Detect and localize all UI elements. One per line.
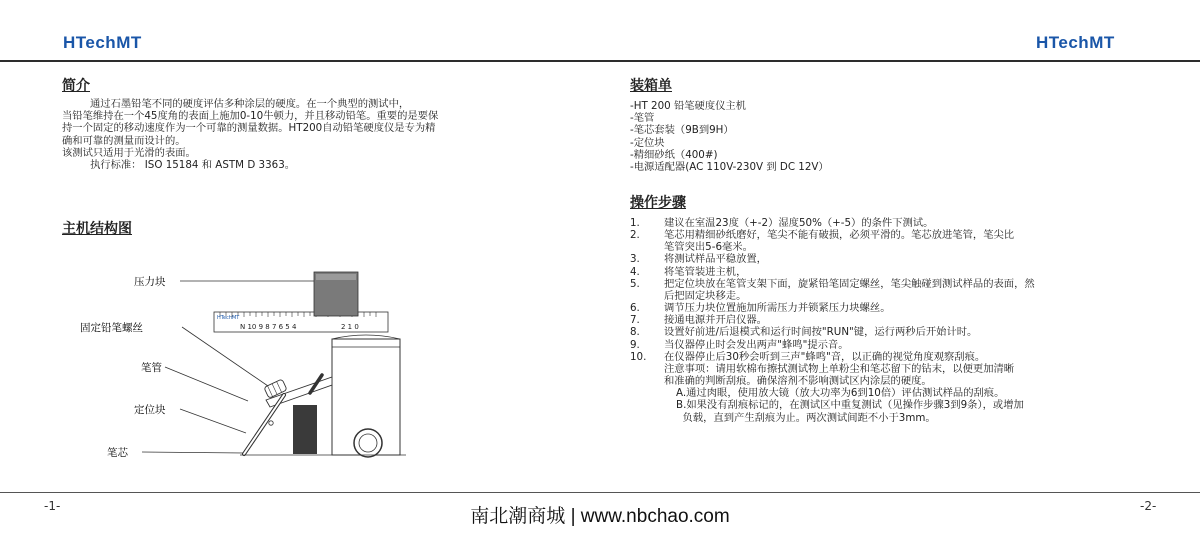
step-text: 设置好前进/后退模式和运行时间按"RUN"键，运行两秒后开始计时。 [664,326,978,339]
step-number: 1. [630,217,640,229]
step-text: 当仪器停止时会发出两声"蜂鸣"提示音。 [664,338,849,351]
packing-heading: 装箱单 [630,78,672,94]
pencil-tube-inner [244,395,284,454]
step-number: 4. [630,265,640,278]
step-item [630,229,1150,241]
intro-line: 持一个固定的移动速度作为一个可靠的测量数据。HT200自动铅笔硬度仪是专为精 [62,122,436,135]
note-b-continued: 负载，直到产生刮痕为止。两次测试间距不小于3mm。 [676,411,936,424]
body-arc [332,335,400,339]
steps-list [630,217,1150,424]
step-text: 在仪器停止后30秒会听到三声"蜂鸣"音，以正确的视觉角度观察刮痕。 [664,350,986,363]
step-text: 把定位块放在笔管支架下面，旋紧铅笔固定螺丝，笔尖触碰到测试样品的表面，然 [664,277,1035,290]
step-item [630,266,1150,278]
note-b: B.如果没有刮痕标记的，在测试区中重复测试（见操作步骤3到9条），或增加 [676,399,1024,412]
packing-item: -精细砂纸（400#) [630,148,718,161]
standard-line: 执行标准： ISO 15184 和 ASTM D 3363。 [90,159,296,172]
packing-item: -笔芯套装（9B到9H） [630,124,734,137]
caution-text: 注意事项：请用软棉布擦拭测试物上单粉尘和笔芯留下的钻末，以便更加清晰 [664,362,1015,375]
step-number: 6. [630,302,640,315]
step-text: 接通电源并开启仪器。 [664,314,767,327]
steps-heading: 操作步骤 [630,195,686,211]
leader-lines [142,281,314,453]
positioning-block [293,405,317,454]
step-number: 10. [630,350,647,363]
step-text-continued: 笔管突出5-6毫米。 [664,241,753,254]
label-positioning-block: 定位块 [134,404,166,416]
step-text: 建议在室温23度（+-2）湿度50%（+-5）的条件下测试。 [664,217,934,229]
step-item [630,339,1150,351]
scale-numbers-tail: 2 1 0 [341,323,359,331]
label-pencil-screw: 固定铅笔螺丝 [80,322,143,334]
step-text-continued: 后把固定块移走。 [664,289,747,302]
step-text: 笔芯用精细砂纸磨好，笔尖不能有破损，必须平滑的。笔芯放进笔管，笔尖比 [664,229,1015,242]
page-number-right: -2- [1140,499,1157,513]
label-pressure-block: 压力块 [134,276,166,288]
packing-item: -笔管 [630,112,655,125]
scale-brand: HTechMT [217,315,240,321]
brand-logo-right: HTechMT [1036,33,1115,52]
step-item [630,326,1150,338]
step-number: 2. [630,229,640,242]
intro-heading: 简介 [62,78,90,94]
step-item [630,314,1150,326]
step-item [630,351,1150,363]
label-pencil-lead: 笔芯 [107,447,128,459]
packing-item: -HT 200 铅笔硬度仪主机 [630,100,747,112]
step-number: 5. [630,277,640,290]
brand-logo-left: HTechMT [63,33,142,52]
step-item [630,278,1150,290]
step-text: 将笔管装进主机， [664,265,747,278]
intro-line: 当铅笔维持在一个45度角的表面上施加0-10牛顿力，并且移动铅笔。重要的是要保 [62,110,439,123]
step-number: 7. [630,314,640,327]
intro-line: 确和可靠的测量而设计的。 [62,134,186,147]
step-number: 8. [630,326,640,339]
caution-text-continued: 和准确的判断刮痕。确保溶剂不影响测试区内涂层的硬度。 [664,375,932,388]
wheel [354,429,382,457]
packing-list [630,100,829,173]
step-item [630,253,1150,265]
footer-divider [0,492,1200,493]
note-a: A.通过肉眼，使用放大镜（放大功率为6到10倍）评估测试样品的刮痕。 [676,387,1005,400]
step-text: 调节压力块位置施加所需压力并锁紧压力块螺丝。 [664,302,891,315]
pencil-tube-ring [269,421,273,425]
structure-heading: 主机结构图 [62,221,132,237]
pressure-block-highlight [316,274,356,280]
step-item [630,302,1150,314]
step-item [630,217,1150,229]
packing-item: -定位块 [630,136,665,149]
step-number: 9. [630,338,640,351]
step-number: 3. [630,253,640,266]
header-divider [0,60,1200,62]
packing-item: -电源适配器(AC 110V-230V 到 DC 12V） [630,161,829,174]
instrument-diagram [70,255,490,485]
step-text: 将测试样品平稳放置， [664,253,767,266]
site-watermark: 南北潮商城 | www.nbchao.com [470,506,730,527]
page-number-left: -1- [44,499,61,513]
intro-paragraph [62,98,582,171]
intro-line: 通过石墨铅笔不同的硬度评估多种涂层的硬度。在一个典型的测试中， [90,98,410,110]
scale-numbers: N 10 9 8 7 6 5 4 [240,323,297,331]
intro-line: 该测试只适用于光滑的表面。 [62,146,196,159]
label-pencil-tube: 笔管 [141,362,162,374]
